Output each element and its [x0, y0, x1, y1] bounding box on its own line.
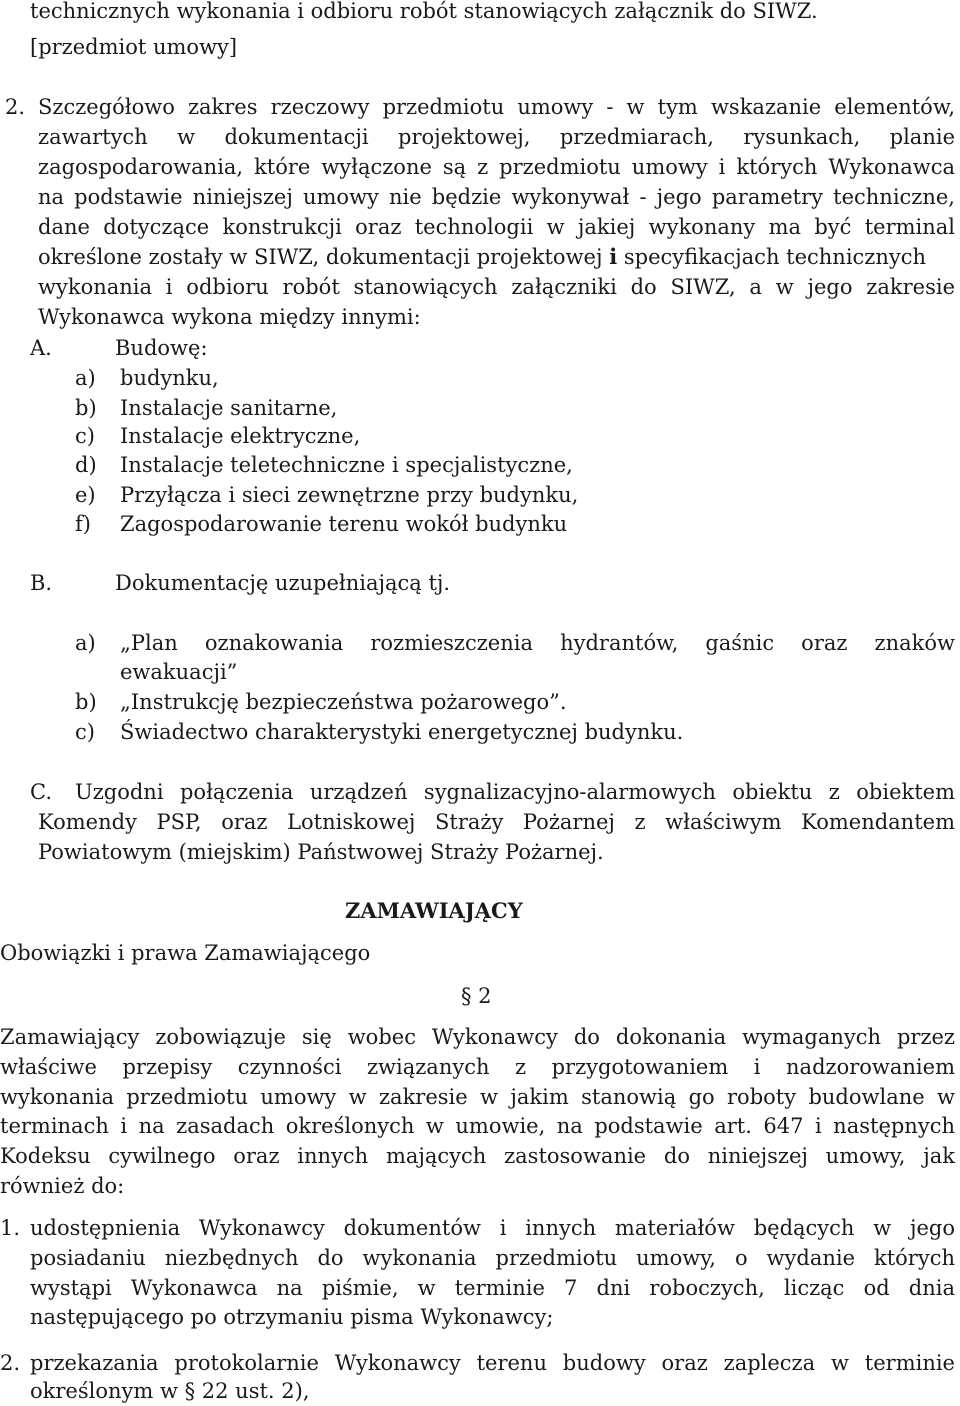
section-letter: B. — [30, 571, 53, 595]
list-label: a) — [75, 631, 96, 655]
list-item: budynku, — [120, 366, 219, 390]
list-label: c) — [75, 424, 95, 448]
list-number: 2. — [0, 1351, 21, 1375]
text-line: Komendy PSP, oraz Lotniskowej Straży Pożarnej z właściwym Komendantem — [38, 810, 955, 834]
text-line: zawartych w dokumentacji projektowej, przedmiarach, rysunkach, planie — [38, 125, 955, 149]
text-line: terminach i na zasadach określonych w umowie, na podstawie art. 647 i następnych — [0, 1114, 955, 1138]
text-line: Szczegółowo zakres rzeczowy przedmiotu umowy - w tym wskazanie elementów, — [38, 95, 955, 119]
text-line: również do: — [0, 1174, 125, 1198]
text-line: technicznych wykonania i odbioru robót stanowiących załącznik do SIWZ. — [30, 0, 818, 23]
list-number: 2. — [5, 95, 26, 119]
section-heading: ZAMAWIAJĄCY — [345, 898, 523, 923]
text-line: Powiatowym (miejskim) Państwowej Straży Pożarnej. — [38, 840, 604, 864]
list-item: Świadectwo charakterystyki energetycznej budynku. — [120, 720, 684, 744]
text-line: Zamawiający zobowiązuje się wobec Wykonawcy do dokonania wymaganych przez — [0, 1025, 955, 1049]
text-line: wykonania przedmiotu umowy w zakresie w jakim stanowią go roboty budowlane w — [0, 1085, 955, 1109]
text-line: właściwe przepisy czynności związanych z przygotowaniem i nadzorowaniem — [0, 1055, 955, 1079]
section-title: Budowę: — [115, 336, 208, 360]
section-subheading: Obowiązki i prawa Zamawiającego — [0, 941, 371, 965]
text-line: Uzgodni połączenia urządzeń sygnalizacyjno-alarmowych obiektu z obiektem — [75, 780, 955, 804]
section-title: Dokumentację uzupełniającą tj. — [115, 571, 451, 595]
text-line: na podstawie niniejszej umowy nie będzie wykonywał - jego parametry techniczne, — [38, 185, 955, 209]
bold-text-fragment: i — [609, 244, 618, 269]
text-line: Kodeksu cywilnego oraz innych mających zastosowanie do niniejszej umowy, jak — [0, 1144, 955, 1168]
section-letter: A. — [30, 336, 52, 360]
list-number: 1. — [0, 1216, 21, 1240]
text-fragment: specyfikacjach technicznych — [623, 245, 927, 269]
list-label: c) — [75, 720, 95, 744]
section-letter: C. — [30, 780, 52, 804]
list-label: a) — [75, 366, 96, 390]
list-label: d) — [75, 453, 97, 477]
text-line: posiadaniu niezbędnych do wykonania przedmiotu umowy, o wydanie których — [30, 1246, 955, 1270]
text-line: wykonania i odbioru robót stanowiących załączniki do SIWZ, a w jego zakresie — [38, 275, 955, 299]
list-item: „Plan oznakowania rozmieszczenia hydrantów, gaśnic oraz znaków — [120, 631, 955, 655]
list-item: Instalacje elektryczne, — [120, 424, 361, 448]
text-line: określonym w § 22 ust. 2), — [30, 1379, 310, 1403]
text-line — [38, 242, 926, 272]
text-line: zagospodarowania, które wyłączone są z przedmiotu umowy i których Wykonawca — [38, 155, 955, 179]
list-item: Instalacje sanitarne, — [120, 396, 338, 420]
list-label: e) — [75, 483, 96, 507]
text-fragment: określone zostały w SIWZ, dokumentacji projektowej — [38, 245, 603, 269]
list-label: b) — [75, 690, 97, 714]
text-line: przekazania protokolarnie Wykonawcy terenu budowy oraz zaplecza w terminie — [30, 1351, 955, 1375]
paragraph-number: § 2 — [461, 984, 492, 1008]
text-line: Wykonawca wykona między innymi: — [38, 305, 421, 329]
list-item: „Instrukcję bezpieczeństwa pożarowego”. — [120, 690, 567, 714]
list-label: f) — [75, 512, 91, 536]
text-line: udostępnienia Wykonawcy dokumentów i innych materiałów będących w jego — [30, 1216, 955, 1240]
list-item-continuation: ewakuacji” — [120, 660, 238, 684]
list-item: Instalacje teletechniczne i specjalistyczne, — [120, 453, 573, 477]
text-line: następującego po otrzymaniu pisma Wykonawcy; — [30, 1305, 554, 1329]
text-line: wystąpi Wykonawca na piśmie, w terminie 7 dni roboczych, licząc od dnia — [30, 1276, 955, 1300]
list-label: b) — [75, 396, 97, 420]
list-item: Zagospodarowanie terenu wokół budynku — [120, 512, 568, 536]
list-item: Przyłącza i sieci zewnętrzne przy budynku, — [120, 483, 579, 507]
text-line: dane dotyczące konstrukcji oraz technologii w jakiej wykonany ma być terminal — [38, 215, 955, 239]
text-line: [przedmiot umowy] — [30, 35, 238, 59]
